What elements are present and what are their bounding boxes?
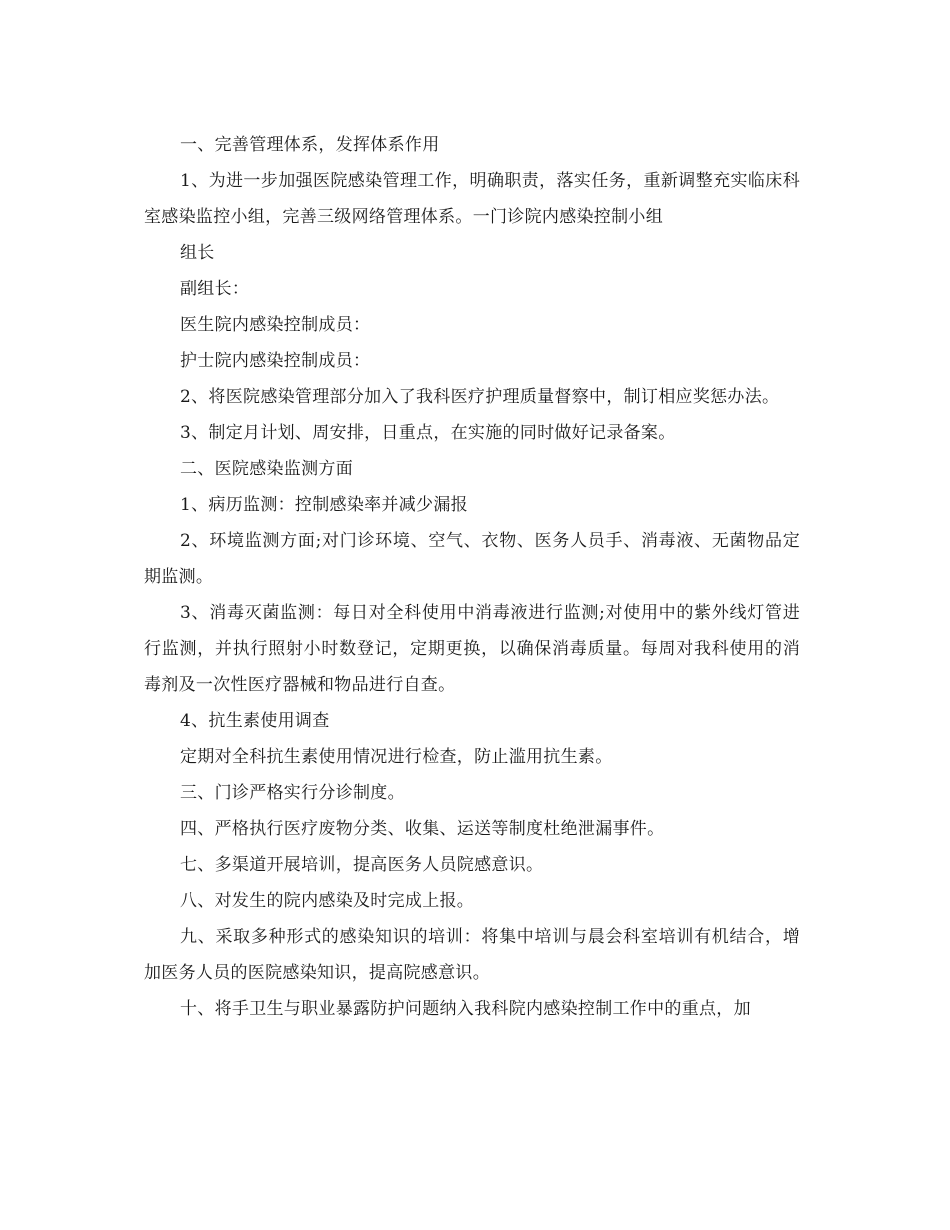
- section-heading-2: 二、医院感染监测方面: [180, 459, 353, 479]
- paragraph: 护士院内感染控制成员：: [180, 351, 371, 371]
- paragraph: 2、将医院感染管理部分加入了我科医疗护理质量督察中，制订相应奖惩办法。: [180, 387, 780, 407]
- section-heading-4: 四、严格执行医疗废物分类、收集、运送等制度杜绝泄漏事件。: [180, 819, 665, 839]
- section-heading-9: 九、采取多种形式的感染知识的培训：将集中培训与晨会科室培训有机结合，增加医务人员的医院感染知识，提高院感意识。: [144, 927, 800, 983]
- section-heading-8: 八、对发生的院内感染及时完成上报。: [180, 891, 475, 911]
- paragraph: 定期对全科抗生素使用情况进行检查，防止滥用抗生素。: [180, 747, 613, 767]
- paragraph: 1、为进一步加强医院感染管理工作，明确职责，落实任务，重新调整充实临床科室感染监控小组，完善三级网络管理体系。一门诊院内感染控制小组: [144, 171, 800, 227]
- section-heading-1: 一、完善管理体系，发挥体系作用: [180, 135, 440, 155]
- section-heading-3: 三、门诊严格实行分诊制度。: [180, 783, 405, 803]
- paragraph: 1、病历监测：控制感染率并减少漏报: [180, 495, 468, 515]
- paragraph: 组长: [180, 243, 215, 263]
- paragraph: 2、环境监测方面;对门诊环境、空气、衣物、医务人员手、消毒液、无菌物品定期监测。: [144, 531, 800, 587]
- paragraph: 副组长：: [180, 279, 250, 299]
- paragraph: 3、消毒灭菌监测：每日对全科使用中消毒液进行监测;对使用中的紫外线灯管进行监测，并执行照射小时数登记，定期更换，以确保消毒质量。每周对我科使用的消毒剂及一次性医疗器械和物品进行自查。: [144, 603, 800, 695]
- section-heading-7: 七、多渠道开展培训，提高医务人员院感意识。: [180, 855, 544, 875]
- paragraph: 医生院内感染控制成员：: [180, 315, 371, 335]
- document-body: [144, 127, 800, 1027]
- paragraph: 4、抗生素使用调查: [180, 711, 330, 731]
- section-heading-10: 十、将手卫生与职业暴露防护问题纳入我科院内感染控制工作中的重点，加: [180, 999, 751, 1019]
- paragraph: 3、制定月计划、周安排，日重点，在实施的同时做好记录备案。: [180, 423, 676, 443]
